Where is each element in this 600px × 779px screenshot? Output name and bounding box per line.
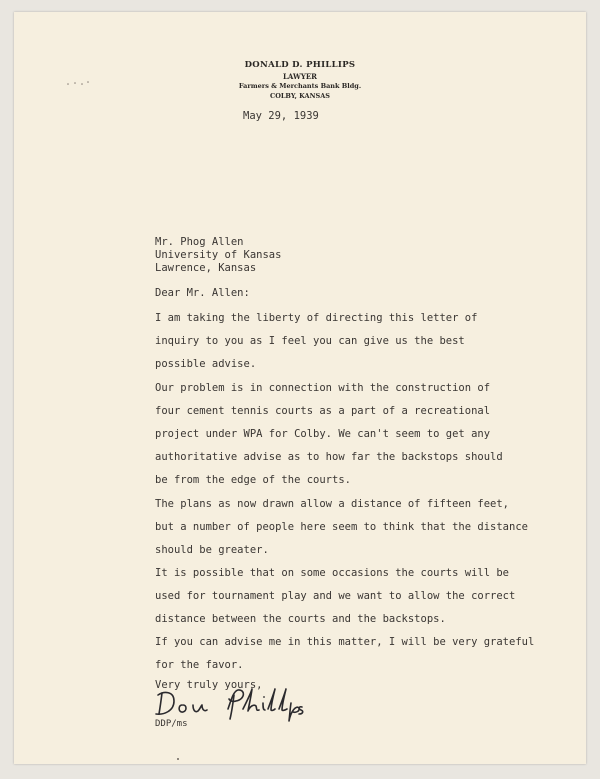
- body-line: for the favor.: [155, 659, 244, 671]
- letterhead-name: DONALD D. PHILLIPS: [244, 60, 356, 70]
- body-line: authoritative advise as to how far the backstops should: [155, 451, 503, 463]
- ink-speck: [177, 758, 179, 760]
- body-line: four cement tennis courts as a part of a recreational: [155, 405, 491, 417]
- body-line: possible advise.: [155, 358, 257, 370]
- body-line: be from the edge of the courts.: [155, 474, 351, 486]
- salutation: Dear Mr. Allen:: [155, 287, 250, 299]
- body-line: It is possible that on some occasions the courts will be: [155, 567, 510, 579]
- recipient-organization: University of Kansas: [155, 249, 282, 261]
- body-line: If you can advise me in this matter, I will be very grateful: [155, 636, 535, 648]
- letter-date: May 29, 1939: [243, 110, 319, 122]
- body-line: project under WPA for Colby. We can't seem to get any: [155, 428, 491, 440]
- body-line: distance between the courts and the backstops.: [155, 613, 446, 625]
- body-line: but a number of people here seem to think that the distance: [155, 521, 528, 533]
- body-line: Our problem is in connection with the construction of: [155, 382, 491, 394]
- typist-initials: DDP/ms: [155, 719, 188, 729]
- letterhead-city: COLBY, KANSAS: [270, 92, 330, 100]
- body-line: inquiry to you as I feel you can give us the best: [155, 335, 465, 347]
- letterhead-title: LAWYER: [282, 72, 317, 81]
- body-line: The plans as now drawn allow a distance of fifteen feet,: [155, 498, 510, 510]
- recipient-city: Lawrence, Kansas: [155, 262, 257, 274]
- recipient-name: Mr. Phog Allen: [155, 236, 244, 248]
- body-line: should be greater.: [155, 544, 269, 556]
- closing: Very truly yours,: [155, 679, 263, 691]
- body-line: used for tournament play and we want to allow the correct: [155, 590, 516, 602]
- letterhead-address: Farmers & Merchants Bank Bldg.: [238, 82, 362, 90]
- body-line: I am taking the liberty of directing this letter of: [155, 312, 478, 324]
